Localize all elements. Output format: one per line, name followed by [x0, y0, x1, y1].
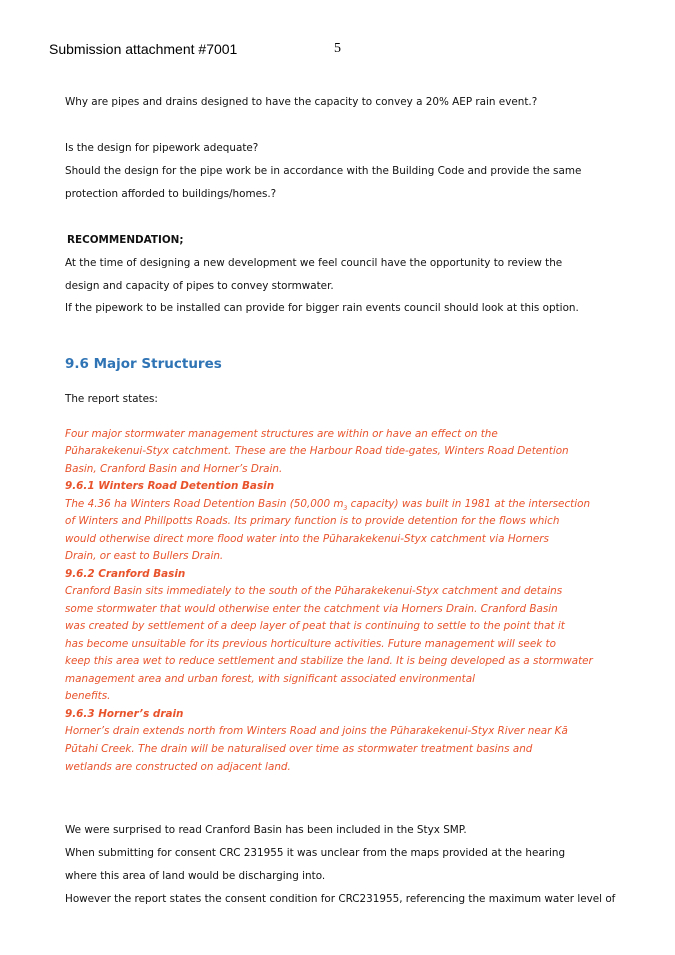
section-heading: 9.6 Major Structures	[65, 356, 222, 372]
quote-line: keep this area wet to reduce settlement and stabilize the land. It is being developed as a stormwater	[65, 655, 593, 667]
quote-line: Horner’s drain extends north from Winters Road and joins the Pūharakekenui-Styx River near Kā	[65, 725, 568, 737]
quote-line: has become unsuitable for its previous horticulture activities. Future management will seek to	[65, 638, 556, 650]
closing-line-1: We were surprised to read Cranford Basin has been included in the Styx SMP.	[65, 824, 467, 836]
closing-line-4: However the report states the consent condition for CRC231955, referencing the maximum water level of	[65, 893, 616, 905]
quote-text: The 4.36 ha Winters Road Detention Basin (50,000 m	[65, 498, 344, 510]
question-building-code-1: Should the design for the pipe work be in accordance with the Building Code and provide the same	[65, 165, 582, 177]
quote-line: Pūtahi Creek. The drain will be naturalised over time as stormwater treatment basins and	[65, 743, 533, 755]
quote-text: capacity) was built in 1981 at the intersection	[347, 498, 591, 510]
quote-subheading-winters: 9.6.1 Winters Road Detention Basin	[65, 480, 275, 492]
quote-line: would otherwise direct more flood water into the Pūharakekenui-Styx catchment via Horners	[65, 533, 549, 545]
quote-line: of Winters and Phillpotts Roads. Its primary function is to provide detention for the flows which	[65, 515, 560, 527]
closing-line-3: where this area of land would be discharging into.	[65, 870, 326, 882]
recommendation-heading: RECOMMENDATION;	[67, 234, 184, 246]
question-aep: Why are pipes and drains designed to have the capacity to convey a 20% AEP rain event.?	[65, 96, 538, 108]
quote-subheading-cranford: 9.6.2 Cranford Basin	[65, 568, 186, 580]
recommendation-line-1: At the time of designing a new development we feel council have the opportunity to review the	[65, 257, 563, 269]
quote-line: Drain, or east to Bullers Drain.	[65, 550, 224, 562]
quote-line: benefits.	[65, 690, 111, 702]
question-design-adequate: Is the design for pipework adequate?	[65, 142, 259, 154]
quote-line: wetlands are constructed on adjacent land.	[65, 761, 291, 773]
question-building-code-2: protection afforded to buildings/homes.?	[65, 188, 277, 200]
superscript: 3	[343, 505, 348, 513]
recommendation-line-2: design and capacity of pipes to convey stormwater.	[65, 280, 334, 292]
quote-line: Basin, Cranford Basin and Horner’s Drain.	[65, 463, 283, 475]
page-number: 5	[334, 41, 341, 56]
quote-line: Cranford Basin sits immediately to the south of the Pūharakekenui-Styx catchment and detains	[65, 585, 563, 597]
section-intro: The report states:	[65, 393, 158, 405]
attachment-title: Submission attachment #7001	[49, 41, 238, 57]
quote-line: some stormwater that would otherwise enter the catchment via Horners Drain. Cranford Basin	[65, 603, 558, 615]
recommendation-line-3: If the pipework to be installed can provide for bigger rain events council should look at this option.	[65, 302, 579, 314]
quote-line	[65, 498, 590, 512]
quote-line: Four major stormwater management structures are within or have an effect on the	[65, 428, 498, 440]
quote-subheading-horners: 9.6.3 Horner’s drain	[65, 708, 184, 720]
quote-line: was created by settlement of a deep layer of peat that is continuing to settle to the point that it	[65, 620, 565, 632]
quote-line: Pūharakekenui-Styx catchment. These are the Harbour Road tide-gates, Winters Road Detention	[65, 445, 569, 457]
quote-line: management area and urban forest, with significant associated environmental	[65, 673, 475, 685]
closing-line-2: When submitting for consent CRC 231955 it was unclear from the maps provided at the hearing	[65, 847, 566, 859]
